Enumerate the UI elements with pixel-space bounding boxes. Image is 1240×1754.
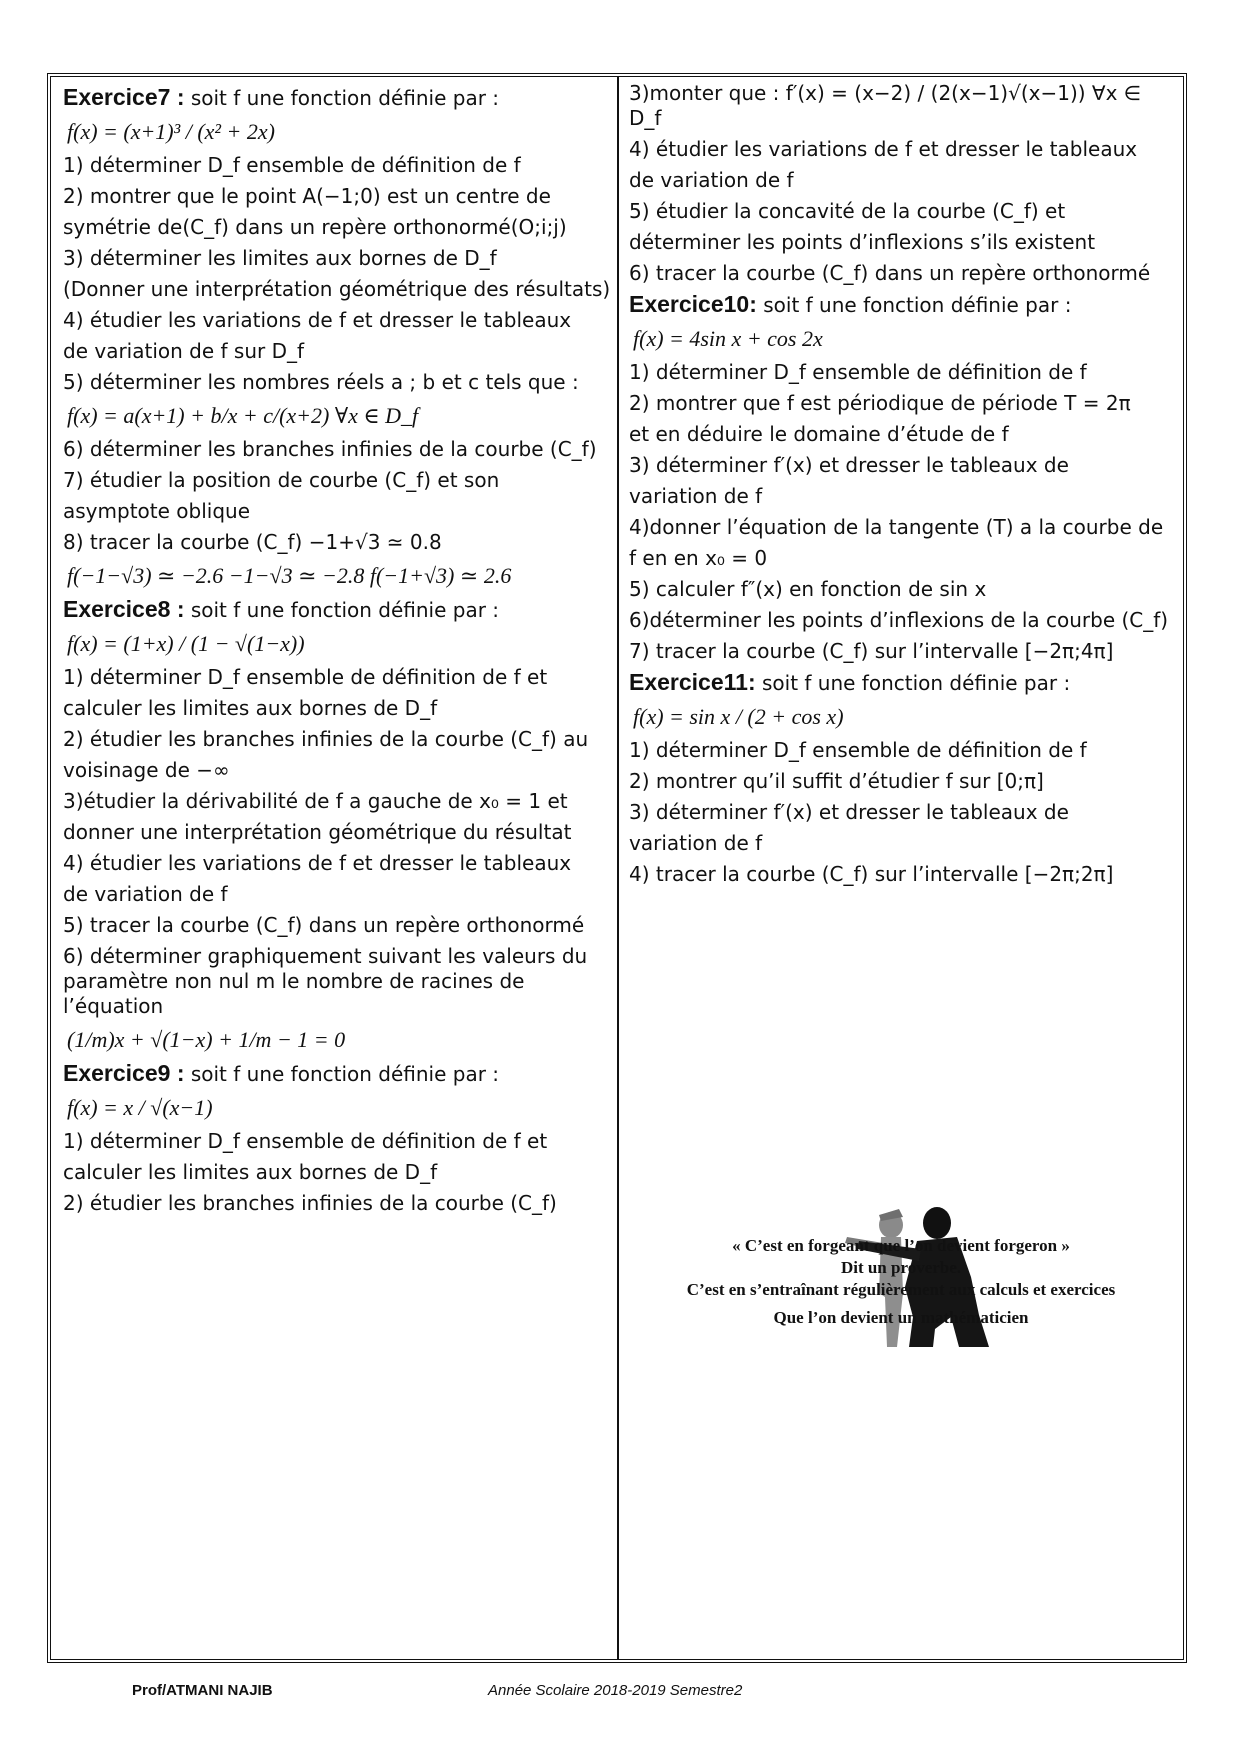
question-line xyxy=(63,789,613,814)
question-line xyxy=(63,820,613,845)
question-line xyxy=(63,184,613,209)
line-text: 4) étudier les variations de f et dresser le tableaux xyxy=(63,308,572,332)
formula-line: f(−1−√3) ≃ −2.6 −1−√3 ≃ −2.8 f(−1+√3) ≃ 2.6 xyxy=(67,563,512,588)
question-line xyxy=(629,81,1179,131)
question-line xyxy=(63,339,613,364)
line-text: soit f une fonction définie par : xyxy=(184,1062,500,1086)
line-text: 8) tracer la courbe (C_f) −1+√3 ≃ 0.8 xyxy=(63,530,442,554)
line-text: 2) étudier les branches infinies de la courbe (C_f) xyxy=(63,1191,557,1215)
formula-line: f(x) = sin x / (2 + cos x) xyxy=(633,704,844,729)
formula-line: f(x) = a(x+1) + b/x + c/(x+2) ∀x ∈ D_f xyxy=(67,403,419,428)
line-text: 1) déterminer D_f ensemble de définition de f et xyxy=(63,1129,548,1153)
formula-line: (1/m)x + √(1−x) + 1/m − 1 = 0 xyxy=(67,1027,346,1052)
line-text: déterminer les points d’inflexions s’ils existent xyxy=(629,230,1096,254)
footer-school-year: Année Scolaire 2018-2019 Semestre2 xyxy=(488,1682,743,1699)
question-line xyxy=(63,727,613,752)
question-line xyxy=(63,499,613,524)
line-text: 1) déterminer D_f ensemble de définition de f et xyxy=(63,665,548,689)
question-line xyxy=(629,360,1179,385)
question-line xyxy=(63,308,613,333)
line-text: symétrie de(C_f) dans un repère orthonormé(O;i;j) xyxy=(63,215,567,239)
question-line xyxy=(63,530,613,555)
line-text: 6) déterminer les branches infinies de la courbe (C_f) xyxy=(63,437,597,461)
exercise-title: Exercice8 : xyxy=(63,596,185,622)
question-line xyxy=(63,468,613,493)
line-text: 6) tracer la courbe (C_f) dans un repère orthonormé xyxy=(629,261,1151,285)
line-text: 7) étudier la position de courbe (C_f) et son xyxy=(63,468,500,492)
question-line xyxy=(63,1129,613,1154)
line-text: 7) tracer la courbe (C_f) sur l’intervalle [−2π;4π] xyxy=(629,639,1114,663)
line-text: 5) étudier la concavité de la courbe (C_f) et xyxy=(629,199,1066,223)
proverb-line-2: Dit un proverbe. xyxy=(840,1258,962,1277)
exercise-heading xyxy=(63,85,613,111)
question-line xyxy=(63,437,613,462)
footer-author: Prof/ATMANI NAJIB xyxy=(132,1682,273,1699)
line-text: donner une interprétation géométrique du résultat xyxy=(63,820,572,844)
line-text: soit f une fonction définie par : xyxy=(184,598,500,622)
question-line xyxy=(629,230,1179,255)
line-text: soit f une fonction définie par : xyxy=(756,293,1072,317)
formula-line: f(x) = (1+x) / (1 − √(1−x)) xyxy=(67,631,305,656)
proverb-line-3: C’est en s’entraînant régulièrement aux calculs et exercices xyxy=(686,1280,1116,1299)
question-line xyxy=(629,577,1179,602)
line-text: 3) déterminer f′(x) et dresser le tableaux de xyxy=(629,800,1069,824)
line-text: 5) déterminer les nombres réels a ; b et c tels que : xyxy=(63,370,579,394)
formula-line: f(x) = x / √(x−1) xyxy=(67,1095,213,1120)
question-line xyxy=(63,665,613,690)
question-line xyxy=(629,261,1179,286)
line-text: de variation de f xyxy=(629,168,794,192)
line-text: de variation de f xyxy=(63,882,228,906)
line-text: 2) montrer que le point A(−1;0) est un centre de xyxy=(63,184,551,208)
right-column xyxy=(619,77,1183,1659)
proverb-line-1: « C’est en forgeant que l’on devient forgeron » xyxy=(732,1236,1070,1255)
question-line xyxy=(63,370,613,395)
line-text: 6) déterminer graphiquement suivant les valeurs du paramètre non nul m le nombre de racines de l’équation xyxy=(63,944,588,1018)
formula-line: f(x) = (x+1)³ / (x² + 2x) xyxy=(67,119,275,144)
question-line xyxy=(63,882,613,907)
question-line xyxy=(63,153,613,178)
line-text: calculer les limites aux bornes de D_f xyxy=(63,696,438,720)
question-line xyxy=(629,800,1179,825)
left-column xyxy=(51,77,619,1659)
question-line xyxy=(629,199,1179,224)
question-line xyxy=(629,738,1179,763)
question-line xyxy=(629,862,1179,887)
formula-line: f(x) = 4sin x + cos 2x xyxy=(633,326,823,351)
question-line xyxy=(629,137,1179,162)
line-text: 3) déterminer les limites aux bornes de D_f xyxy=(63,246,497,270)
line-text: et en déduire le domaine d’étude de f xyxy=(629,422,1009,446)
question-line xyxy=(629,831,1179,856)
line-text: 4)donner l’équation de la tangente (T) a la courbe de xyxy=(629,515,1164,539)
line-text: 3) déterminer f′(x) et dresser le tableaux de xyxy=(629,453,1069,477)
question-line xyxy=(629,168,1179,193)
question-line xyxy=(63,758,613,783)
question-line xyxy=(629,391,1179,416)
question-line xyxy=(63,696,613,721)
exercise-heading xyxy=(63,597,613,623)
question-line xyxy=(63,277,613,302)
line-text: de variation de f sur D_f xyxy=(63,339,305,363)
question-line xyxy=(629,639,1179,664)
question-line xyxy=(629,515,1179,540)
question-line xyxy=(629,484,1179,509)
exercise-frame xyxy=(47,73,1187,1663)
question-line xyxy=(63,944,613,1019)
question-line xyxy=(63,215,613,240)
line-text: 6)déterminer les points d’inflexions de la courbe (C_f) xyxy=(629,608,1169,632)
line-text: 5) tracer la courbe (C_f) dans un repère orthonormé xyxy=(63,913,585,937)
exercise-title: Exercice9 : xyxy=(63,1060,185,1086)
question-line xyxy=(629,608,1179,633)
question-line xyxy=(63,1191,613,1216)
exercise-title: Exercice11: xyxy=(629,669,756,695)
exercise-title: Exercice10: xyxy=(629,291,757,317)
question-line xyxy=(629,453,1179,478)
line-text: voisinage de −∞ xyxy=(63,758,230,782)
line-text: 2) montrer qu’il suffit d’étudier f sur [0;π] xyxy=(629,769,1044,793)
exercise-heading xyxy=(629,670,1179,696)
line-text: calculer les limites aux bornes de D_f xyxy=(63,1160,438,1184)
line-text: 3)monter que : f′(x) = (x−2) / (2(x−1)√(x−1)) ∀x ∈ D_f xyxy=(629,81,1142,130)
line-text: 3)étudier la dérivabilité de f a gauche de x₀ = 1 et xyxy=(63,789,568,813)
line-text: 2) montrer que f est périodique de période T = 2π xyxy=(629,391,1131,415)
question-line xyxy=(629,769,1179,794)
line-text: 4) étudier les variations de f et dresser le tableaux xyxy=(63,851,572,875)
exercise-heading xyxy=(629,292,1179,318)
question-line xyxy=(629,546,1179,571)
question-line xyxy=(63,913,613,938)
question-line xyxy=(629,422,1179,447)
line-text: (Donner une interprétation géométrique des résultats) xyxy=(63,277,611,301)
line-text: asymptote oblique xyxy=(63,499,250,523)
question-line xyxy=(63,1160,613,1185)
line-text: 5) calculer f″(x) en fonction de sin x xyxy=(629,577,987,601)
line-text: f en en x₀ = 0 xyxy=(629,546,768,570)
line-text: 1) déterminer D_f ensemble de définition de f xyxy=(63,153,521,177)
question-line xyxy=(63,851,613,876)
line-text: 2) étudier les branches infinies de la courbe (C_f) au xyxy=(63,727,589,751)
line-text: soit f une fonction définie par : xyxy=(184,86,500,110)
line-text: variation de f xyxy=(629,831,763,855)
exercise-title: Exercice7 : xyxy=(63,84,185,110)
line-text: 1) déterminer D_f ensemble de définition de f xyxy=(629,738,1087,762)
proverb-line-4: Que l’on devient un mathématicien xyxy=(773,1308,1029,1327)
line-text: 4) tracer la courbe (C_f) sur l’intervalle [−2π;2π] xyxy=(629,862,1114,886)
question-line xyxy=(63,246,613,271)
line-text: 1) déterminer D_f ensemble de définition de f xyxy=(629,360,1087,384)
line-text: variation de f xyxy=(629,484,763,508)
exercise-heading xyxy=(63,1061,613,1087)
line-text: 4) étudier les variations de f et dresser le tableaux xyxy=(629,137,1138,161)
line-text: soit f une fonction définie par : xyxy=(755,671,1071,695)
